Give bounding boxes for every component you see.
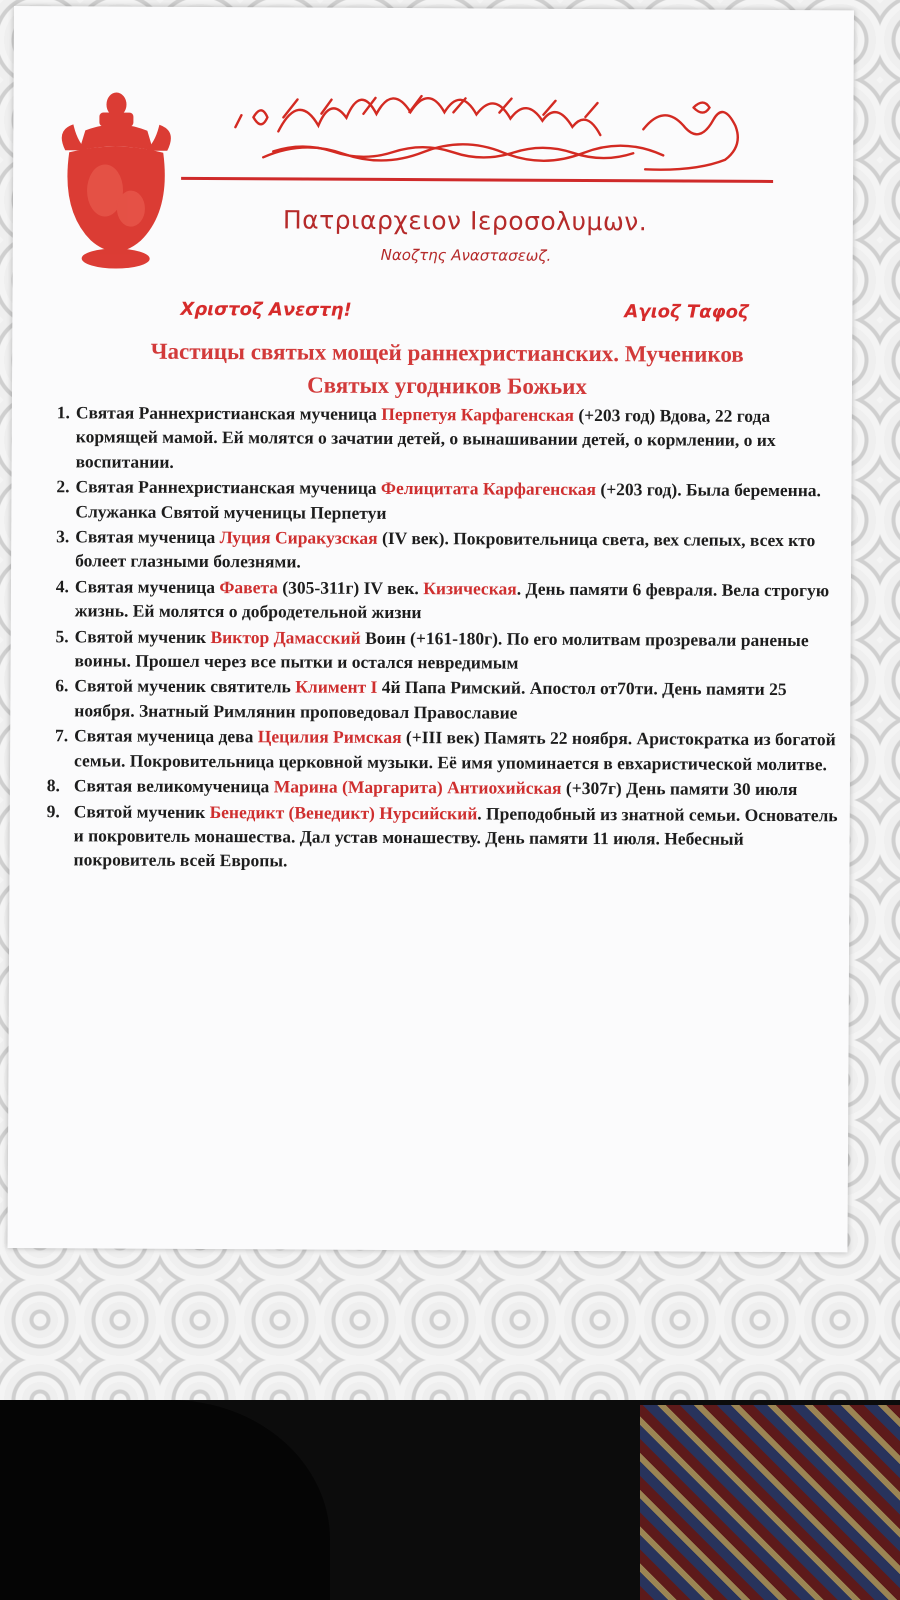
item-number: 8. xyxy=(46,775,60,796)
saint-name: Фавета xyxy=(219,576,278,598)
item-number: 1. xyxy=(56,402,70,423)
item-text: Святой мученик святитель xyxy=(74,675,296,697)
list-item xyxy=(46,773,842,801)
relics-list xyxy=(21,400,843,877)
item-text: (305-311г) IV век. xyxy=(277,577,424,598)
item-text: Воин (+161-180г). По его молитвам прозревали раненые воины. Прошел через все пытки и остался невредимым xyxy=(74,627,809,673)
document-title-line-1: Частицы святых мощей раннехристианских. Мучеников xyxy=(150,338,744,367)
item-text: Святой мученик xyxy=(74,625,211,647)
item-text: 4й Папа Римский. Апостол от70ти. День памяти 25 ноября. Знатный Римлянин проповедовал Православие xyxy=(74,677,787,723)
item-text: (+203 год) Вдова, 22 года кормящей мамой. Ей молятся о зачатии детей, о вынашивании детей, о кормлении, о их воспитании. xyxy=(75,404,776,472)
item-number: 2. xyxy=(56,476,70,497)
item-text: (+307г) День памяти 30 июля xyxy=(561,777,798,800)
saint-name: Бенедикт (Венедикт) Нурсийский xyxy=(209,801,478,823)
item-text: (+III век) Память 22 ноября. Аристократка из богатой семьи. Покровительница церковной музыки. Её имя упоминается в евхаристической молитве. xyxy=(74,727,836,774)
saint-name: Марина (Маргарита) Антиохийская xyxy=(273,776,562,798)
list-item xyxy=(46,799,841,876)
saint-name: Климент I xyxy=(295,676,378,698)
patterned-rug xyxy=(640,1405,900,1600)
item-text: Святая мученица xyxy=(75,526,220,548)
item-text: . День памяти 6 февраля. Вела строгую жизнь. Ей молятся о добродетельной жизни xyxy=(74,578,830,623)
list-item xyxy=(55,574,843,627)
item-text: Святая мученица xyxy=(74,576,220,597)
list-item xyxy=(56,400,844,477)
list-item xyxy=(55,674,842,727)
document-title xyxy=(52,334,842,404)
patriarchate-crest-stamp xyxy=(55,90,178,273)
item-text: Святая Раннехристианская мученица xyxy=(75,402,382,424)
place-name: Кизическая xyxy=(423,577,517,599)
item-number: 6. xyxy=(55,675,69,696)
document-title-line-2: Святых угодников Божьих xyxy=(307,372,587,400)
saint-name: Цецилия Римская xyxy=(257,726,402,748)
item-number: 9. xyxy=(46,800,60,821)
saint-name: Луция Сиракузская xyxy=(219,527,378,548)
item-text: Святая Раннехристианская мученица xyxy=(75,476,382,499)
item-text: (IV век). Покровительница света, вех слепых, всех кто болеет глазными болезнями. xyxy=(75,527,816,572)
saint-name: Перпетуя Карфагенская xyxy=(381,403,575,425)
item-text: Святой мученик xyxy=(73,800,210,822)
document-sheet xyxy=(7,6,853,1252)
saint-name: Виктор Дамасский xyxy=(210,626,361,648)
saint-name: Фелицитата Карфагенская xyxy=(380,478,597,500)
list-item xyxy=(55,724,842,777)
list-item xyxy=(55,624,843,677)
greeting-right: Αγιοζ Ταφοζ xyxy=(624,301,749,323)
patriarch-signature xyxy=(223,87,763,180)
item-number: 3. xyxy=(56,526,70,547)
item-text: (+203 год). Была беременна. Служанка Святой мученицы Перпетуи xyxy=(75,479,822,523)
patriarchate-heading: Πατριαρχειον Ιεροσολυμων. xyxy=(282,205,648,237)
item-number: 5. xyxy=(55,625,69,646)
church-subheading: Ναοζτης Αναστασεωζ. xyxy=(380,245,552,265)
list-item xyxy=(56,524,843,577)
item-text: Святая великомученица xyxy=(73,775,274,797)
greeting-left: Χριστοζ Ανεστη! xyxy=(180,298,352,321)
item-number: 4. xyxy=(55,576,70,597)
item-text: Святая мученица дева xyxy=(74,725,258,747)
item-number: 7. xyxy=(55,725,69,746)
list-item xyxy=(56,475,843,528)
item-text: . Преподобный из знатной семьи. Основатель и покровитель монашества. Дал устав монашеству. День памяти 11 июля. Небесный покровитель всей Европы. xyxy=(73,802,838,871)
